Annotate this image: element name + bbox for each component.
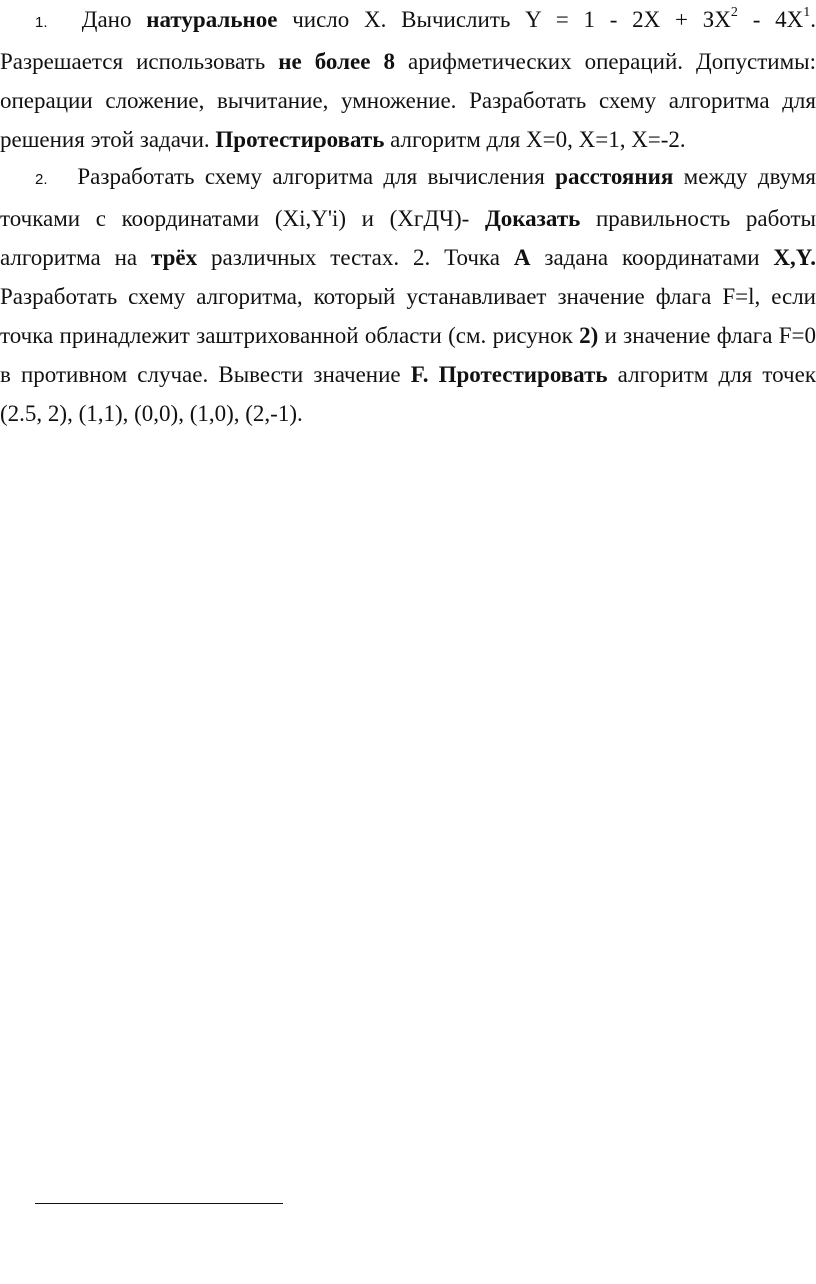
list-item-number: 1. [35, 14, 48, 31]
text-run: алгоритм для X=0, X=1, X=-2. [384, 127, 686, 152]
bold-text-run: Протестировать [215, 127, 385, 152]
superscript: 1 [803, 5, 811, 21]
list-item-1 [0, 0, 816, 159]
superscript: 2 [730, 5, 738, 21]
text-run: различных тестах. 2. Точка [197, 245, 514, 270]
bold-text-run: А [513, 245, 531, 270]
footnote-separator [35, 1203, 283, 1204]
text-run: правильность работы алгоритма на [0, 206, 816, 270]
text-run: алгоритм для точек (2.5, 2), (1,1), (0,0), (1,0), (2,-1). [0, 362, 816, 426]
bold-text-run: натуральное [146, 7, 278, 32]
bold-text-run: X,Y. [773, 245, 816, 270]
text-run: Дано [67, 7, 147, 32]
text-run: Разработать схему алгоритма, который устанавливает значение флага F=l, если точка принадлежит заштрихованной области (см. рисунок [0, 284, 816, 348]
text-run: арифметических операций. Допустимы: операции сложение, вычитание, умножение. Разработать схему алгоритма для решения этой задачи. [0, 49, 816, 152]
text-run: между двумя точками с координатами (Xi,Y'i) и (ХгДЧ)- [0, 164, 816, 231]
bold-text-run: не более 8 [278, 49, 395, 74]
bold-text-run: Доказать [484, 206, 581, 231]
text-run: число X. Вычислить Y = 1 - 2X + ЗX [277, 7, 731, 32]
bold-text-run: 2) [579, 323, 599, 348]
text-run: - 4X [737, 7, 804, 32]
list-item-number: 2. [35, 171, 48, 188]
bold-text-run: трёх [151, 245, 198, 270]
text-run: Разработать схему алгоритма для вычисления [67, 164, 556, 189]
bold-text-run: расстояния [555, 164, 674, 189]
list-item-2 [0, 157, 816, 433]
text-run: задана координатами [530, 245, 774, 270]
text-run: и значение флага F=0 в противном случае. Вывести значение [0, 323, 816, 387]
text-run: . Разрешается использовать [0, 7, 816, 74]
bold-text-run: F. Протестировать [410, 362, 608, 387]
